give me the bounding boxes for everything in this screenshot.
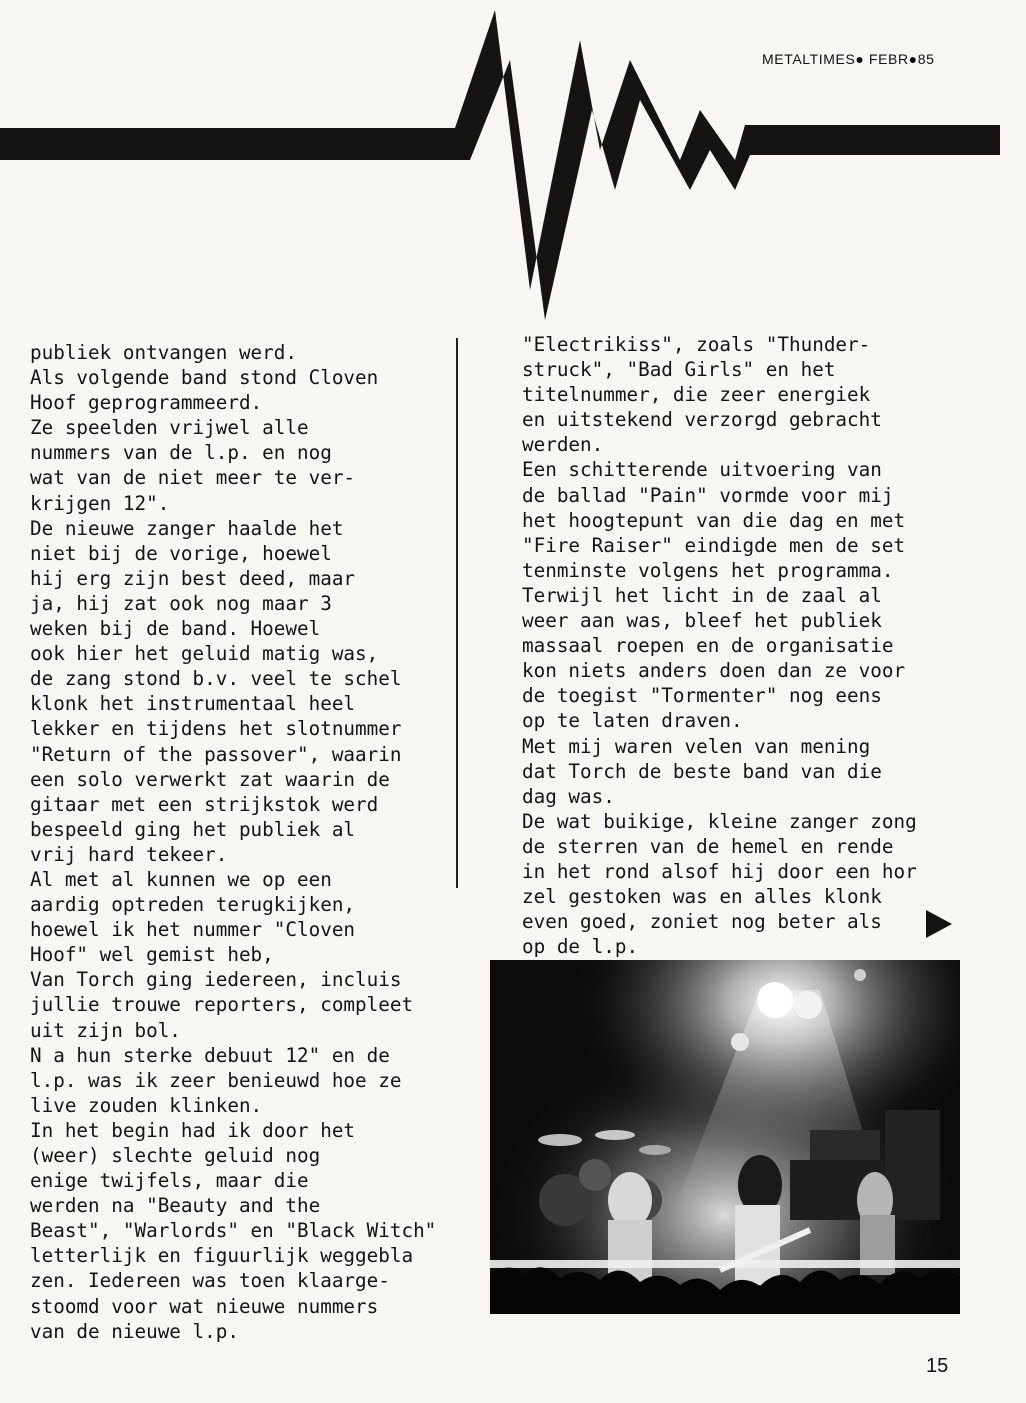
right-column-text-line: de sterren van de hemel en rende: [522, 834, 894, 858]
right-column-text-line: weer aan was, bleef het publiek: [522, 609, 882, 633]
left-column-text-line: wat van de niet meer te ver-: [30, 466, 356, 490]
left-column-text-line: van de nieuwe l.p.: [30, 1319, 239, 1343]
left-column-text-line: stoomd voor wat nieuwe nummers: [30, 1294, 379, 1318]
right-column-text-line: dat Torch de beste band van die: [522, 759, 882, 783]
left-column-text-line: weken bij de band. Hoewel: [30, 617, 321, 641]
right-column-text-line: dag was.: [522, 784, 615, 808]
right-column-text-line: titelnummer, die zeer energiek: [522, 383, 871, 407]
right-column-text-line: kon niets anders doen dan ze voor: [522, 659, 906, 683]
left-column-text-line: de zang stond b.v. veel te schel: [30, 667, 402, 691]
left-column-text-line: l.p. was ik zeer benieuwd hoe ze: [30, 1068, 402, 1092]
left-column-text-line: Van Torch ging iedereen, incluis: [30, 968, 402, 992]
left-column-text-line: enige twijfels, maar die: [30, 1169, 309, 1193]
concert-photo: [490, 960, 960, 1314]
left-column-text-line: ook hier het geluid matig was,: [30, 642, 379, 666]
right-column-text-line: werden.: [522, 433, 604, 457]
left-column-article-text: [30, 340, 450, 1344]
left-column-text-line: (weer) slechte geluid nog: [30, 1144, 321, 1167]
left-column-text-line: krijgen 12".: [30, 491, 170, 515]
right-column-text-line: tenminste volgens het programma.: [522, 558, 894, 582]
right-column-text-line: in het rond alsof hij door een hor: [522, 859, 917, 883]
left-column-text-line: nummers van de l.p. en nog: [30, 441, 332, 465]
left-column-text-line: uit zijn bol.: [30, 1018, 181, 1042]
left-column-text-line: hoewel ik het nummer "Cloven: [30, 918, 356, 942]
masthead: METALTIMES● FEBR●85: [762, 51, 935, 67]
left-column-text-line: publiek ontvangen werd.: [30, 341, 297, 364]
left-column-text-line: ja, hij zat ook nog maar 3: [30, 591, 332, 615]
right-column-text-line: Met mij waren velen van mening: [522, 734, 871, 758]
left-column-text-line: lekker en tijdens het slotnummer: [30, 717, 402, 741]
left-column-text-line: gitaar met een strijkstok werd: [30, 792, 379, 816]
continue-arrow-icon: [926, 910, 952, 938]
left-column-text-line: Hoof geprogrammeerd.: [30, 391, 263, 415]
heartbeat-header-graphic: [0, 0, 1026, 330]
right-column-text-line: De wat buikige, kleine zanger zong: [522, 809, 917, 833]
left-column-text-line: vrij hard tekeer.: [30, 842, 228, 866]
left-column-text-line: N a hun sterke debuut 12" en de: [30, 1043, 390, 1067]
left-column-text-line: Al met al kunnen we op een: [30, 867, 332, 891]
right-column-text-line: en uitstekend verzorgd gebracht: [522, 408, 882, 432]
left-column-text-line: live zouden klinken.: [30, 1093, 263, 1117]
left-column-text-line: Als volgende band stond Cloven: [30, 366, 379, 390]
left-column-text-line: In het begin had ik door het: [30, 1118, 356, 1142]
left-column-text-line: klonk het instrumentaal heel: [30, 692, 356, 716]
left-column-text-line: hij erg zijn best deed, maar: [30, 566, 356, 590]
right-column-text-line: zel gestoken was en alles klonk: [522, 885, 882, 909]
left-column-text-line: werden na "Beauty and the: [30, 1194, 321, 1218]
right-column-text-line: "Electrikiss", zoals "Thunder-: [522, 333, 871, 356]
right-column-text-line: struck", "Bad Girls" en het: [522, 358, 836, 382]
left-column-text-line: "Return of the passover", waarin: [30, 742, 402, 766]
right-column-text-line: de ballad "Pain" vormde voor mij: [522, 483, 894, 507]
left-column-text-line: Hoof" wel gemist heb,: [30, 943, 274, 967]
right-column-text-line: even goed, zoniet nog beter als: [522, 910, 882, 934]
right-column-text-line: massaal roepen en de organisatie: [522, 634, 894, 658]
right-column-text-line: de toegist "Tormenter" nog eens: [522, 684, 882, 708]
right-column-text-line: op te laten draven.: [522, 709, 743, 733]
column-divider: [456, 338, 458, 888]
right-column-text-line: op de l.p.: [522, 935, 639, 959]
left-column-text-line: een solo verwerkt zat waarin de: [30, 767, 390, 791]
left-column-text-line: letterlijk en figuurlijk weggebla: [30, 1244, 414, 1268]
concert-photo-image: [490, 960, 960, 1314]
left-column-text-line: zen. Iedereen was toen klaarge-: [30, 1269, 390, 1293]
right-column-text-line: Terwijl het licht in de zaal al: [522, 583, 882, 607]
right-column-article-text: [522, 332, 962, 959]
page-number: 15: [926, 1355, 949, 1377]
left-column-text-line: Ze speelden vrijwel alle: [30, 416, 309, 440]
left-column-text-line: aardig optreden terugkijken,: [30, 893, 356, 917]
left-column-text-line: De nieuwe zanger haalde het: [30, 516, 344, 540]
right-column-text-line: het hoogtepunt van die dag en met: [522, 508, 906, 532]
left-column-text-line: Beast", "Warlords" en "Black Witch": [30, 1219, 437, 1243]
right-column-text-line: "Fire Raiser" eindigde men de set: [522, 533, 906, 557]
left-column-text-line: niet bij de vorige, hoewel: [30, 541, 332, 565]
left-column-text-line: jullie trouwe reporters, compleet: [30, 993, 414, 1017]
left-column-text-line: bespeeld ging het publiek al: [30, 817, 356, 841]
right-column-text-line: Een schitterende uitvoering van: [522, 458, 882, 482]
